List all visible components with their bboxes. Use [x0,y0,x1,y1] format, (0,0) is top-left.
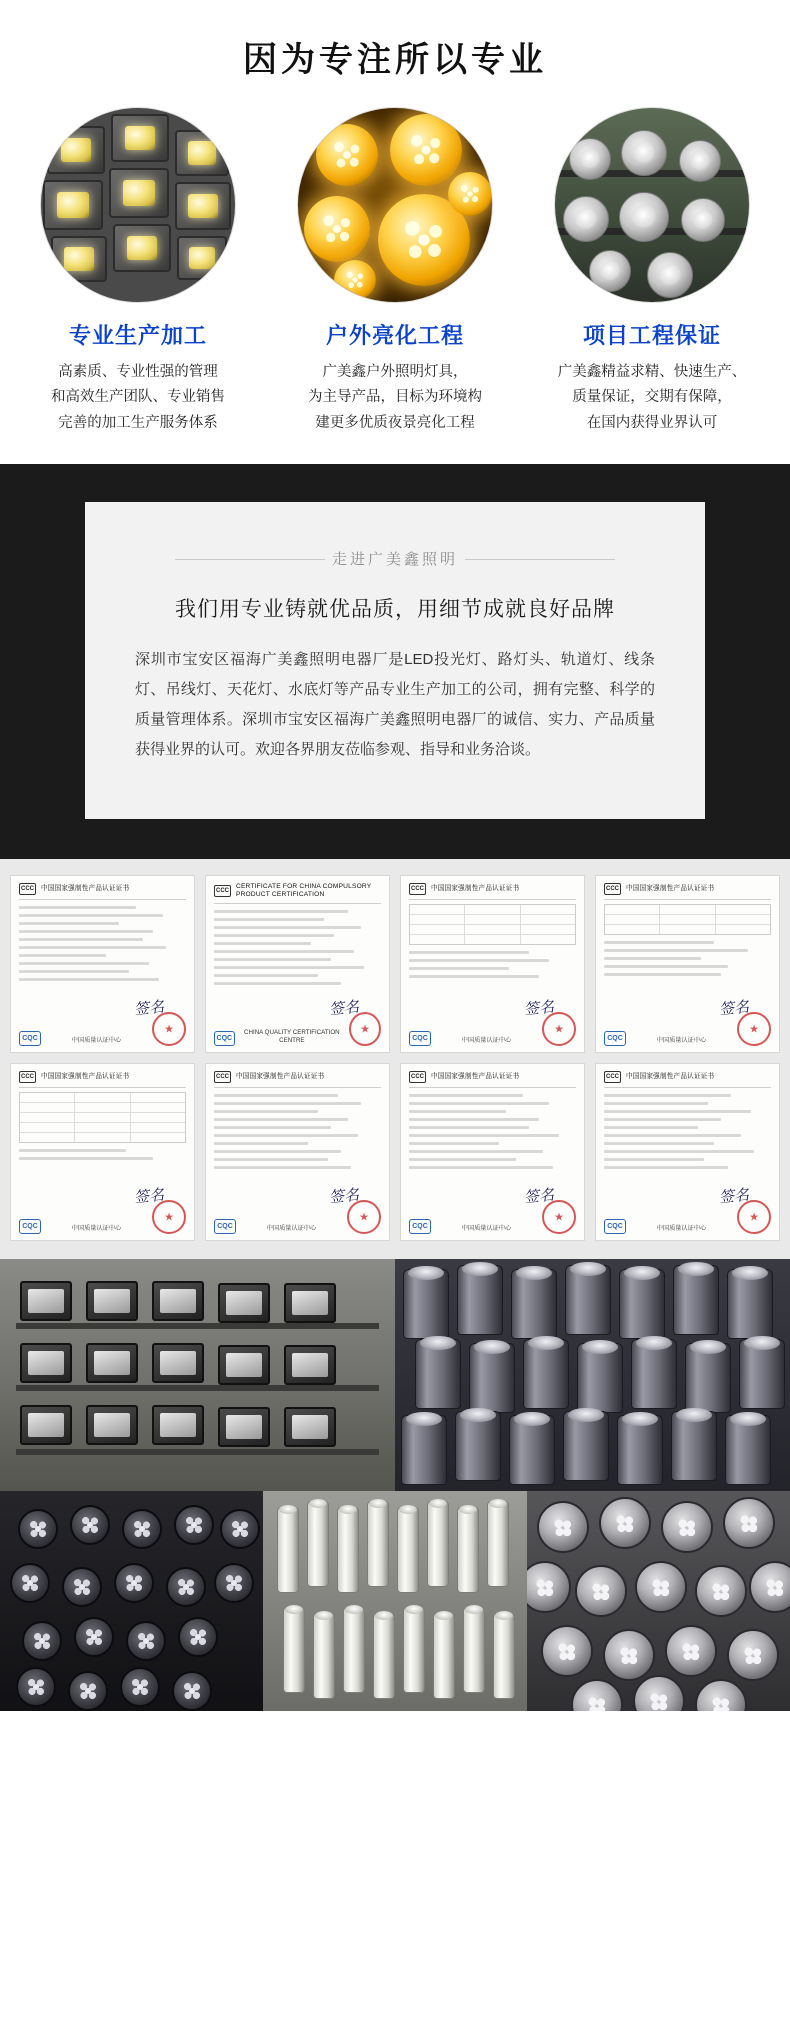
certificate-footer [604,1012,771,1046]
certificate-title: 中国国家强制性产品认证证书 [431,885,520,893]
round-downlight-housings-photo [527,1491,790,1711]
certificate-header [604,883,771,900]
certificate-header [19,883,186,900]
certificate-signature: 签名 [133,999,165,1019]
feature-desc-line: 在国内获得业界认可 [586,414,718,431]
certificate-header [604,1071,771,1088]
certificate-text-lines [604,941,771,976]
certificate-text-lines [19,1149,186,1160]
cqc-seal-icon: CQC [19,1219,41,1234]
certificate-footer [409,1012,576,1046]
feature-desc [275,360,515,436]
ccc-icon: CCC [214,885,231,897]
certificate-footer [19,1200,186,1234]
certificate-issuer: 中国质量认证中心 [656,1037,707,1045]
ccc-icon: CCC [604,1071,621,1083]
feature-item-project-guarantee [532,107,772,436]
cqc-seal-icon: CQC [604,1031,626,1046]
ccc-icon: CCC [604,883,621,895]
certificate-text-lines [409,1094,576,1169]
certificate-issuer: 中国质量认证中心 [266,1225,317,1233]
certificate-title: 中国国家强制性产品认证证书 [431,1073,520,1081]
red-stamp-icon [542,1012,576,1046]
certificate-card[interactable] [205,875,390,1053]
certificate-issuer: CHINA QUALITY CERTIFICATION CENTRE [244,1028,340,1045]
feature-desc [532,360,772,436]
feature-title: 专业生产加工 [68,323,207,348]
feature-title: 项目工程保证 [582,323,721,348]
certificate-card[interactable] [10,1063,195,1241]
certificate-text-lines [19,906,186,981]
features-section [0,0,790,464]
certificate-title: 中国国家强制性产品认证证书 [236,1073,325,1081]
about-headline: 我们用专业铸就优品质，用细节成就良好品牌 [175,598,615,622]
certificate-signature: 签名 [328,1187,360,1207]
ccc-icon: CCC [19,883,36,895]
about-card [85,502,705,819]
certificate-title: CERTIFICATE FOR CHINA COMPULSORY PRODUCT CERTIFICATION [236,883,372,899]
cqc-seal-icon: CQC [214,1031,235,1046]
certificate-card[interactable] [595,1063,780,1241]
about-body: 深圳市宝安区福海广美鑫照明电器厂是LED投光灯、路灯头、轨道灯、线条灯、吊线灯、天花灯、水底灯等产品专业生产加工的公司，拥有完整、科学的质量管理体系。深圳市宝安区福海广美鑫照明电器厂的诚信、实力、产品质量获得业界的认可。欢迎各界朋友莅临参观、指导和业务洽谈。 [135,651,655,759]
certificate-signature: 签名 [718,1187,750,1207]
feature-desc-line: 高素质、专业性强的管理 [58,364,218,380]
certificate-text-lines [409,951,576,978]
red-stamp-icon [152,1200,186,1234]
certificate-issuer: 中国质量认证中心 [461,1037,512,1045]
certificate-footer [604,1200,771,1234]
feature-desc-line: 和高效生产团队、专业销售 [51,389,225,406]
certificate-card[interactable] [400,875,585,1053]
ccc-icon: CCC [19,1071,36,1083]
factory-photos-section [0,1259,790,1711]
feature-desc-line: 完善的加工生产服务体系 [58,414,218,431]
certificate-text-lines [604,1094,771,1169]
certificate-footer [19,1012,186,1046]
certificate-header [409,883,576,900]
cqc-seal-icon: CQC [19,1031,41,1046]
certificate-card[interactable] [595,875,780,1053]
black-par-lights-photo [0,1491,263,1711]
red-stamp-icon [349,1012,381,1046]
workshop-downlights-photo [554,107,750,303]
certificate-card[interactable] [400,1063,585,1241]
photo-row-1 [0,1259,790,1491]
certificate-title: 中国国家强制性产品认证证书 [41,1073,130,1081]
white-tube-lights-photo [263,1491,526,1711]
red-stamp-icon [152,1012,186,1046]
feature-desc-line: 广美鑫精益求精、快速生产、 [557,364,747,380]
feature-title: 户外亮化工程 [325,323,464,348]
about-kicker [135,548,655,569]
red-stamp-icon [737,1200,771,1234]
certificate-footer [214,1200,381,1234]
certificate-issuer: 中国质量认证中心 [461,1225,512,1233]
certificate-table [604,904,771,935]
certificate-text-lines [214,910,381,985]
cylinder-downlights-rows-photo [395,1259,790,1491]
feature-row [0,107,790,436]
certificate-card[interactable] [10,875,195,1053]
certificate-signature: 签名 [328,999,360,1019]
ccc-icon: CCC [409,883,426,895]
ccc-icon: CCC [409,1071,426,1083]
floodlights-on-shelves-photo [0,1259,395,1491]
certificate-signature: 签名 [718,999,750,1019]
certificate-text-lines [214,1094,381,1169]
feature-desc-line: 广美鑫户外照明灯具， [322,364,468,380]
about-kicker-text: 走进广美鑫照明 [331,551,458,569]
certificate-signature: 签名 [523,1187,555,1207]
certificate-footer [409,1200,576,1234]
about-section [0,464,790,859]
certificate-header [19,1071,186,1088]
certificate-card[interactable] [205,1063,390,1241]
certificate-title: 中国国家强制性产品认证证书 [626,1073,715,1081]
photo-row-2 [0,1491,790,1711]
cqc-seal-icon: CQC [409,1031,431,1046]
certificate-footer [214,1012,381,1046]
feature-desc-line: 建更多优质夜景亮化工程 [315,414,475,431]
feature-desc-line: 质量保证，交期有保障， [572,389,732,406]
certificate-issuer: 中国质量认证中心 [71,1225,122,1233]
certificate-header [214,1071,381,1088]
certificate-table [409,904,576,945]
certificate-issuer: 中国质量认证中心 [656,1225,707,1233]
certificate-signature: 签名 [523,999,555,1019]
certificate-header [214,883,381,904]
certificates-section [0,859,790,1259]
floodlight-grid-photo [40,107,236,303]
cqc-seal-icon: CQC [214,1219,236,1234]
red-stamp-icon [737,1012,771,1046]
certificate-title: 中国国家强制性产品认证证书 [41,885,130,893]
certificate-signature: 签名 [133,1187,165,1207]
feature-item-outdoor-lighting [275,107,515,436]
warm-glowing-lamps-photo [297,107,493,303]
ccc-icon: CCC [214,1071,231,1083]
page-title: 因为专注所以专业 [243,41,547,79]
certificate-table [19,1092,186,1143]
feature-item-production [18,107,258,436]
certificate-issuer: 中国质量认证中心 [71,1037,122,1045]
red-stamp-icon [542,1200,576,1234]
cqc-seal-icon: CQC [604,1219,626,1234]
certificate-header [409,1071,576,1088]
certificate-title: 中国国家强制性产品认证证书 [626,885,715,893]
feature-desc [18,360,258,436]
red-stamp-icon [347,1200,381,1234]
cqc-seal-icon: CQC [409,1219,431,1234]
certificate-grid [10,875,780,1241]
feature-desc-line: 为主导产品，目标为环境构 [308,389,482,406]
